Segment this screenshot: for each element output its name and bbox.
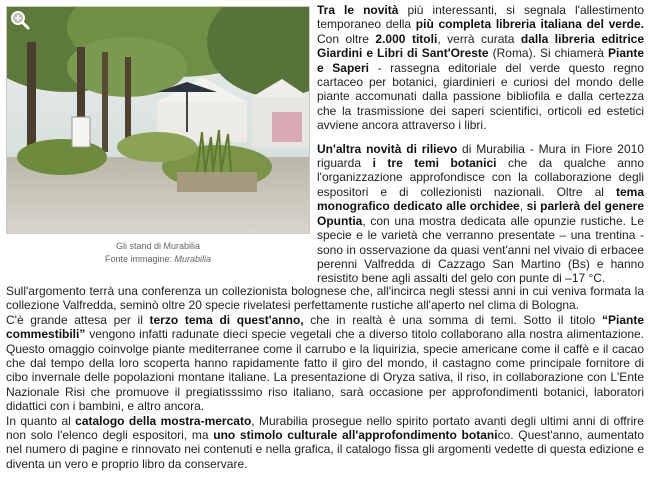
text-run: , con una mostra dedicata alle opunzie rustiche. Le specie e le varietà che verranno presentate – una trentina - sono in osservazione da quasi vent'anni nel vivaio di erbacee perenni Valfredda di Cazzago San Martino (Bs) e hanno resistito bene agli assalti del gelo con punte di –17 °C. [317, 213, 644, 286]
bold-text: Un'altra novità di rilievo [317, 141, 458, 156]
article-figure [6, 6, 310, 265]
caption-source [6, 253, 310, 266]
text-run: Con oltre [317, 31, 376, 46]
bold-text: tema monografico dedicato alle orchidee [317, 184, 644, 214]
text-run: In quanto al [6, 413, 76, 428]
text-run: C'è grande attesa per il [6, 312, 150, 327]
bold-text: catalogo della mostra-mercato [75, 413, 252, 428]
bold-text: Tra le novità [317, 3, 399, 17]
text-run: , verrà curata [437, 31, 521, 46]
paragraph-catalogo [6, 414, 644, 472]
bold-text: più completa libreria italiana del verde. [415, 17, 644, 32]
text-run: di Murabilia - Mura in Fiore 2010 riguarda [317, 141, 644, 171]
paragraph-libreria [317, 3, 644, 133]
text-run: che in realtà è una somma di temi. Sotto il titolo [303, 312, 602, 327]
paragraph-piante-commestibili [6, 313, 644, 414]
bold-text: dalla libreria editrice Giardini e Libri di Sant'Oreste [317, 31, 645, 61]
text-run: vengono infatti radunate dieci specie vegetali che a diverso titolo collaborano alla nostra alimentazione. Questo omaggio coinvolge piante mediterranee come il carrubo e la liquirizia, specie americane come il caffè e il cacao che dal tempo della loro scoperta hanno rapidamente fatto il giro del mondo, il castagno come principale fornitore di cibo invernale delle popolazioni montane italiane. La presentazione di Oryza sativa, il riso, in collaborazione con L'Ente Nazionale Risi che promuove il pregiatisssimo riso italiano, sarà occasione per approfondimenti botanici, laboratori didattici con i bambini, e altro ancora. [6, 327, 644, 414]
text-run: , [519, 199, 527, 214]
text-run: Sull'argomento terrà una conferenza un collezionista bolognese che, all'incirca negli stessi anni in cui veniva formata la collezione Valfredda, seminò oltre 20 specie rivelatesi perfettamente rustiche all'aperto nel clima di Bologna. [6, 284, 644, 313]
bold-text: “Piante commestibili” [6, 312, 644, 342]
source-name: Murabilia [174, 253, 212, 264]
text-run: che da qualche anno l'organizzazione approfondisce con la collaborazione degli espositori e di collezionisti nazionali. Oltre al [317, 156, 644, 199]
paragraph-temi-botanici-cont [6, 284, 644, 313]
bold-text: terzo tema di quest'anno, [149, 312, 304, 327]
bold-text: i tre temi botanici [372, 156, 497, 171]
paragraph-temi-botanici [317, 142, 644, 286]
full-width-text [6, 284, 644, 471]
text-run: , Murabilia prosegue nello spirito portato avanti degli ultimi anni di offrire non solo l'elenco degli espositori, ma [6, 413, 644, 443]
text-run: (Roma). Si chiamerà [488, 46, 608, 61]
caption-title: Gli stand di Murabilia [115, 241, 201, 251]
bold-text: uno stimolo culturale all'approfondimento botani [213, 428, 498, 443]
source-prefix: Fonte immagine: [104, 253, 175, 264]
garden-stand-image [7, 7, 309, 233]
text-run: più interessanti, si segnala l'allestimento temporaneo della [317, 3, 645, 32]
bold-text: si parlerà del genere Opuntia [317, 199, 644, 228]
text-run: - rassegna editoriale del verde questo regno cartaceo per botanici, giardinieri e curiosi del mondo delle piante accomunati dalla passione bibliofila e dalla certezza che la trasmissione dei saperi scientifici, orticoli ed estetici avviene ancora attraverso i libri. [317, 60, 644, 133]
bold-text: Piante e Saperi [317, 46, 644, 75]
figure-caption [6, 240, 310, 265]
zoom-in-icon[interactable] [9, 9, 31, 31]
stand-photo [6, 6, 310, 234]
bold-text: 2.000 titoli [375, 31, 438, 46]
text-run: co. Quest'anno, aumentato nel numero di pagine e rinnovato nei contenuti e nella grafica, il catalogo fissa gli argomenti vedette di questa edizione e diventa un vero e proprio libro da conservare. [6, 428, 645, 471]
right-column [317, 3, 644, 286]
